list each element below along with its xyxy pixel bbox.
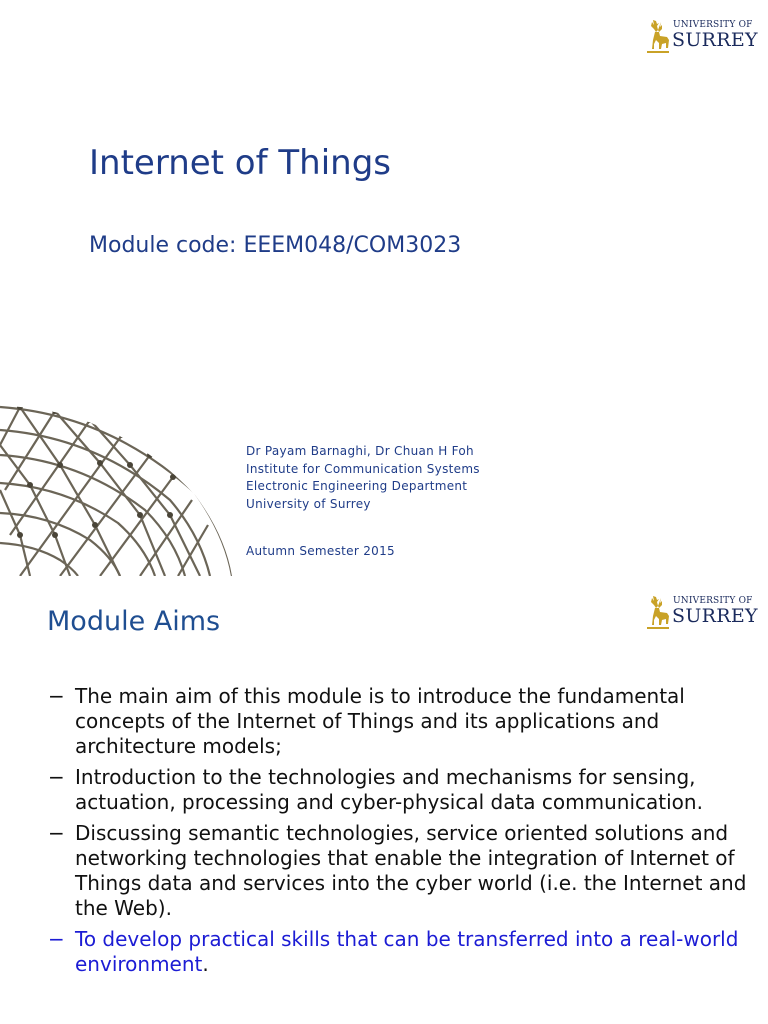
list-item — [48, 821, 748, 921]
stag-icon — [645, 18, 671, 58]
info-authors: Dr Payam Barnaghi, Dr Chuan H Foh — [246, 444, 474, 458]
list-item — [48, 765, 748, 815]
module-aims-slide — [0, 576, 768, 1024]
dash-icon: − — [48, 927, 65, 951]
bullet-text: The main aim of this module is to introduce the fundamental concepts of the Internet of Things and its applications and architecture models; — [75, 684, 685, 758]
list-item-highlight — [48, 927, 748, 977]
info-institute: Institute for Communication Systems — [246, 461, 480, 476]
dash-icon: − — [48, 821, 65, 845]
bullet-period: . — [202, 952, 209, 976]
bullet-text: Introduction to the technologies and mechanisms for sensing, actuation, processing and cyber-physical data communication. — [75, 765, 703, 814]
semester: Autumn Semester 2015 — [246, 544, 395, 558]
info-university: University of Surrey — [246, 496, 371, 511]
dash-icon: − — [48, 684, 65, 708]
info-department: Electronic Engineering Department — [246, 479, 468, 494]
author-info — [246, 443, 480, 513]
university-logo — [645, 14, 763, 62]
section-title: Module Aims — [47, 606, 221, 637]
university-logo — [645, 590, 763, 638]
stag-icon — [645, 594, 671, 634]
logo-surrey: SURREY — [672, 605, 758, 627]
page-title: Internet of Things — [89, 143, 391, 183]
bullet-text: To develop practical skills that can be transferred into a real-world environment — [75, 927, 739, 976]
list-item — [48, 684, 748, 759]
dash-icon: − — [48, 765, 65, 789]
module-code: Module code: EEEM048/COM3023 — [89, 233, 462, 258]
logo-university-of: UNIVERSITY OF — [673, 20, 753, 30]
logo-surrey: SURREY — [672, 29, 758, 51]
geodesic-dome-image — [0, 405, 232, 576]
aims-list — [48, 684, 748, 983]
logo-university-of: UNIVERSITY OF — [673, 596, 753, 606]
bullet-text: Discussing semantic technologies, service oriented solutions and networking technologies that enable the integration of Internet of Things data and services into the cyber world (i.e. the Internet and the Web). — [75, 821, 747, 920]
